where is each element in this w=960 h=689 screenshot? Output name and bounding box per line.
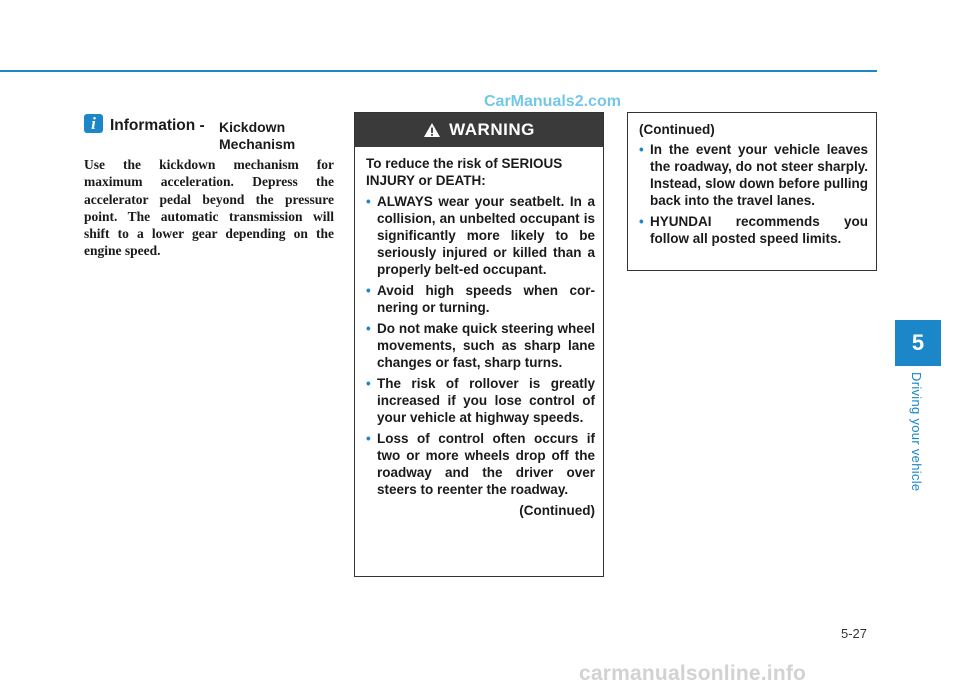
warning-title: WARNING bbox=[449, 120, 535, 139]
bullet-icon: • bbox=[639, 142, 644, 157]
list-item: • In the event your vehicle leaves the roadway, do not steer sharply. Instead, slow down before pulling back into the travel lanes. bbox=[639, 142, 868, 208]
chapter-label: Driving your vehicle bbox=[909, 372, 924, 492]
continued-list bbox=[639, 141, 868, 247]
list-item: • The risk of rollover is greatly increased if you lose control of your vehicle at highway speeds. bbox=[366, 376, 595, 425]
bullet-icon: • bbox=[366, 283, 371, 298]
list-item: • Avoid high speeds when cor-nering or turning. bbox=[366, 283, 595, 315]
warning-list bbox=[366, 193, 595, 498]
warning-box bbox=[354, 112, 604, 577]
warning-continued: (Continued) bbox=[519, 503, 595, 518]
list-item: • Do not make quick steering wheel movements, such as sharp lane changes or fast, sharp turns. bbox=[366, 321, 595, 370]
bullet-icon: • bbox=[639, 214, 644, 229]
continued-box bbox=[627, 112, 877, 271]
bullet-icon: • bbox=[366, 376, 371, 391]
info-icon: i bbox=[84, 114, 103, 133]
warning-triangle-icon bbox=[423, 122, 441, 138]
info-title: Kickdown Mechanism bbox=[219, 119, 296, 152]
list-item: • Loss of control often occurs if two or more wheels drop off the roadway and the driver over steers to reenter the roadway. bbox=[366, 431, 595, 497]
watermark-bottom[interactable]: carmanualsonline.info bbox=[579, 662, 807, 685]
info-label: Information - bbox=[110, 117, 205, 134]
bullet-icon: • bbox=[366, 321, 371, 336]
warning-intro: To reduce the risk of SERIOUS INJURY or DEATH: bbox=[366, 156, 563, 188]
header-rule bbox=[0, 70, 877, 72]
warning-content bbox=[355, 147, 603, 519]
watermark-top[interactable]: CarManuals2.com bbox=[484, 93, 621, 110]
list-item: • HYUNDAI recommends you follow all posted speed limits. bbox=[639, 214, 868, 246]
chapter-tab[interactable]: 5 bbox=[895, 320, 941, 366]
info-body: Use the kickdown mechanism for maximum acceleration. Depress the accelerator pedal beyond the pressure point. The automatic transmission will shift to a lower gear depending on the engine speed. bbox=[84, 157, 334, 259]
bullet-icon: • bbox=[366, 194, 371, 209]
continued-heading: (Continued) bbox=[639, 122, 715, 137]
page-number: 5-27 bbox=[841, 626, 868, 641]
bullet-icon: • bbox=[366, 431, 371, 446]
list-item: • ALWAYS wear your seatbelt. In a collision, an unbelted occupant is significantly more likely to be seriously injured or killed than a properly belt-ed occupant. bbox=[366, 194, 595, 277]
warning-header bbox=[355, 113, 603, 147]
